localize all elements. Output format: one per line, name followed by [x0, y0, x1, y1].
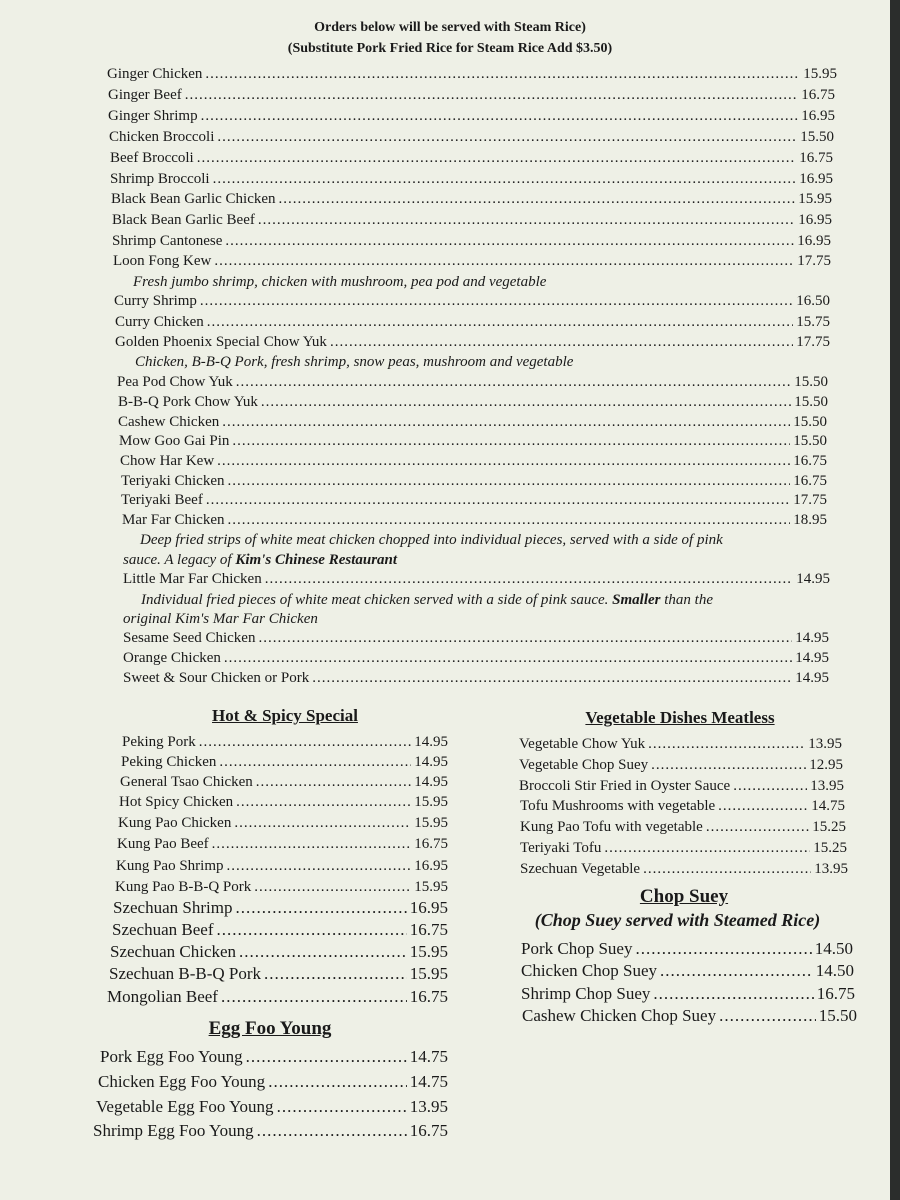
menu-item: B-B-Q Pork Chow Yuk ..... 15.50	[118, 392, 828, 412]
menu-item: Black Bean Garlic Chicken ..... 15.95	[111, 189, 832, 209]
menu-item: Kung Pao B-B-Q Pork ..... 15.95	[115, 877, 448, 897]
chop-suey-subheading: (Chop Suey served with Steamed Rice)	[534, 910, 821, 930]
menu-item: Teriyaki Chicken ..... 16.75	[121, 471, 827, 491]
background-edge	[890, 0, 900, 1200]
menu-item: Shrimp Broccoli ..... 16.95	[110, 169, 833, 189]
menu-item: Peking Chicken ..... 14.95	[121, 752, 448, 772]
menu-item: Peking Pork ..... 14.95	[122, 732, 448, 752]
menu-item: Szechuan Shrimp ..... 16.95	[113, 898, 448, 918]
menu-item: Ginger Beef ..... 16.75	[108, 85, 835, 105]
menu-item: Vegetable Chow Yuk ..... 13.95	[519, 734, 842, 754]
menu-item: Shrimp Chop Suey ..... 16.75	[521, 984, 855, 1004]
menu-item: Szechuan B-B-Q Pork ..... 15.95	[109, 964, 448, 984]
menu-item: Curry Shrimp ..... 16.50	[114, 291, 830, 311]
chop-suey-heading: Chop Suey	[639, 886, 729, 907]
restaurant-name: Kim's Chinese Restaurant	[235, 552, 398, 568]
menu-item: Golden Phoenix Special Chow Yuk ..... 17.75	[115, 332, 830, 352]
menu-item: Kung Pao Chicken ..... 15.95	[118, 813, 448, 833]
menu-item: Szechuan Vegetable ..... 13.95	[520, 859, 848, 879]
menu-item: Black Bean Garlic Beef ..... 16.95	[112, 210, 832, 230]
item-description: Individual fried pieces of white meat chicken served with a side of pink sauce. Smaller than the	[141, 592, 713, 608]
vegetable-heading: Vegetable Dishes Meatless	[585, 708, 775, 727]
menu-item: Pork Egg Foo Young ..... 14.75	[100, 1047, 448, 1067]
item-description: Chicken, B-B-Q Pork, fresh shrimp, snow peas, mushroom and vegetable	[135, 354, 574, 370]
menu-item: Ginger Shrimp ..... 16.95	[108, 106, 835, 126]
menu-item: Sweet & Sour Chicken or Pork ..... 14.95	[123, 668, 829, 688]
hot-spicy-heading: Hot & Spicy Special	[212, 706, 358, 725]
menu-item: Vegetable Egg Foo Young ..... 13.95	[96, 1097, 448, 1117]
menu-item: Chow Har Kew ..... 16.75	[120, 451, 827, 471]
menu-item: Pork Chop Suey ..... 14.50	[521, 939, 853, 959]
menu-item: Curry Chicken ..... 15.75	[115, 312, 830, 332]
menu-item: Mongolian Beef ..... 16.75	[107, 987, 448, 1007]
item-description: original Kim's Mar Far Chicken	[123, 611, 318, 627]
menu-item: Shrimp Egg Foo Young ..... 16.75	[93, 1121, 448, 1141]
menu-item: Kung Pao Tofu with vegetable ..... 15.25	[520, 817, 846, 837]
menu-item: Teriyaki Tofu ..... 15.25	[520, 838, 847, 858]
rice-notice: Orders below will be served with Steam Rice)	[314, 20, 586, 35]
menu-item: Teriyaki Beef ..... 17.75	[121, 490, 827, 510]
menu-item: Szechuan Beef ..... 16.75	[112, 920, 448, 940]
menu-item: Hot Spicy Chicken ..... 15.95	[119, 792, 448, 812]
menu-item: Chicken Chop Suey ..... 14.50	[521, 961, 854, 981]
menu-item: Szechuan Chicken ..... 15.95	[110, 942, 448, 962]
menu-item: Pea Pod Chow Yuk ..... 15.50	[117, 372, 828, 392]
item-description: Fresh jumbo shrimp, chicken with mushroom, pea pod and vegetable	[133, 274, 547, 290]
menu-item: Orange Chicken ..... 14.95	[123, 648, 829, 668]
menu-item: Little Mar Far Chicken ..... 14.95	[123, 569, 830, 589]
item-description: Deep fried strips of white meat chicken chopped into individual pieces, served with a side of pink	[140, 532, 723, 548]
menu-item: Beef Broccoli ..... 16.75	[110, 148, 833, 168]
menu-item: Loon Fong Kew ..... 17.75	[113, 251, 831, 271]
fried-rice-substitution-notice: (Substitute Pork Fried Rice for Steam Rice Add $3.50)	[287, 41, 613, 56]
menu-item: Cashew Chicken ..... 15.50	[118, 412, 827, 432]
menu-item: Ginger Chicken ..... 15.95	[107, 64, 837, 84]
menu-item: Mar Far Chicken ..... 18.95	[122, 510, 827, 530]
menu-item: Cashew Chicken Chop Suey ..... 15.50	[522, 1006, 857, 1026]
menu-item: Broccoli Stir Fried in Oyster Sauce ..... 13.95	[519, 776, 844, 796]
menu-item: Vegetable Chop Suey ..... 12.95	[519, 755, 843, 775]
menu-item: Chicken Egg Foo Young ..... 14.75	[98, 1072, 448, 1092]
menu-item: Mow Goo Gai Pin ..... 15.50	[119, 431, 827, 451]
menu-item: Sesame Seed Chicken ..... 14.95	[123, 628, 829, 648]
menu-item: General Tsao Chicken ..... 14.95	[120, 772, 448, 792]
menu-item: Chicken Broccoli ..... 15.50	[109, 127, 834, 147]
egg-foo-young-heading: Egg Foo Young	[208, 1018, 332, 1039]
menu-item: Kung Pao Shrimp ..... 16.95	[116, 856, 448, 876]
menu-item: Tofu Mushrooms with vegetable ..... 14.75	[520, 796, 845, 816]
item-description: sauce. A legacy of Kim's Chinese Restaurant	[123, 552, 398, 568]
menu-item: Shrimp Cantonese ..... 16.95	[112, 231, 831, 251]
menu-item: Kung Pao Beef ..... 16.75	[117, 834, 448, 854]
